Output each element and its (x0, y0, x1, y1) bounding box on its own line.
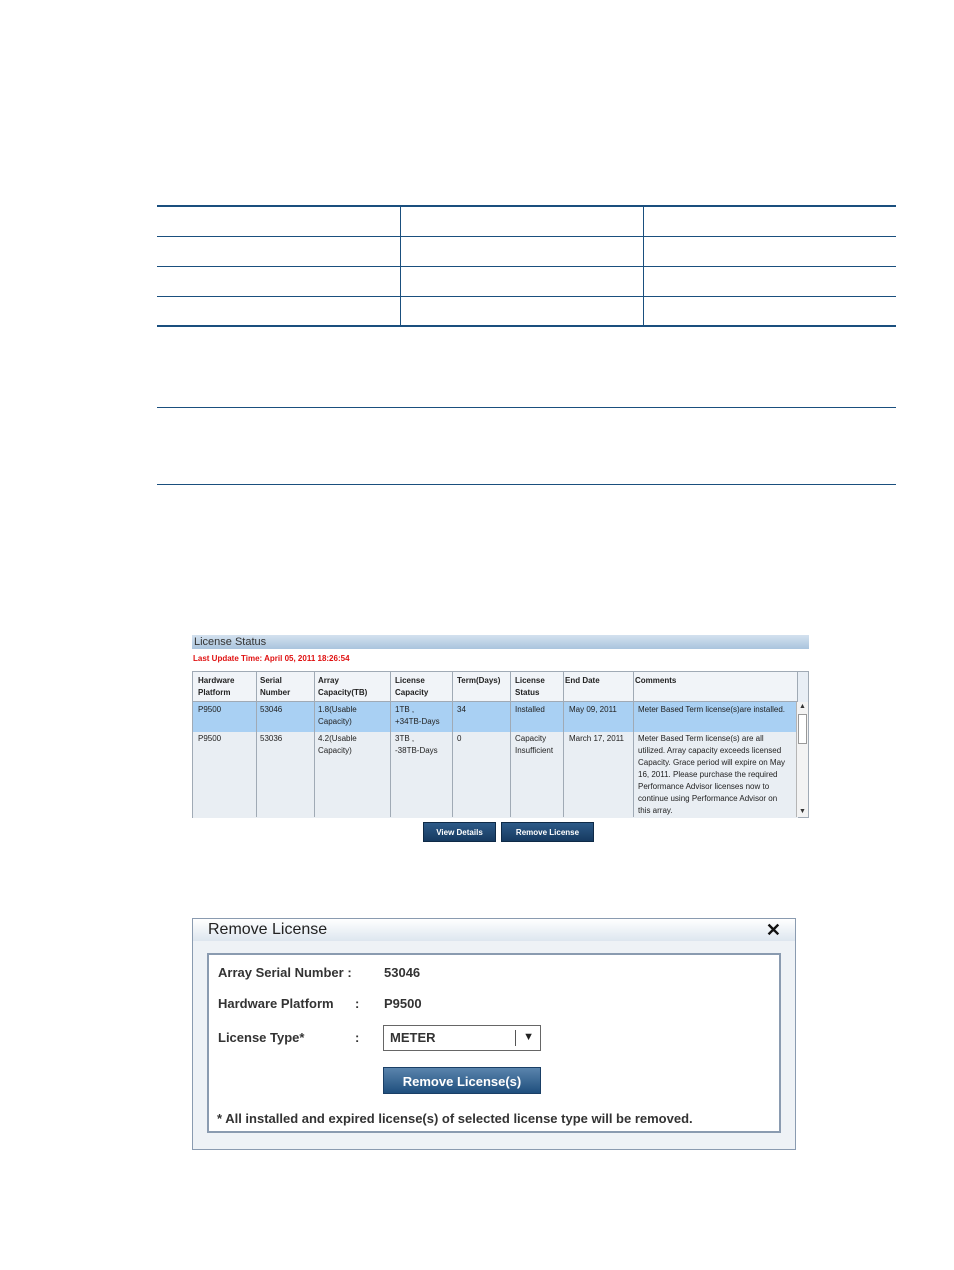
serial-label: Array Serial Number : (218, 965, 352, 980)
license-type-select[interactable] (383, 1025, 541, 1051)
scroll-down-icon[interactable]: ▼ (799, 808, 806, 815)
table-row (157, 207, 896, 237)
serial-value: 53046 (384, 965, 421, 980)
license-status-panel (192, 635, 809, 845)
header-comments[interactable]: Comments (635, 676, 677, 685)
cell-status: Capacity Insufficient (515, 734, 554, 755)
document-table (157, 205, 896, 327)
column-divider (563, 672, 564, 817)
note-bottom-rule (157, 484, 896, 485)
note-top-rule (157, 407, 896, 408)
header-hardware-platform[interactable]: Hardware Platform (198, 676, 235, 697)
cell-end-date: March 17, 2011 (569, 734, 624, 743)
platform-colon: : (355, 996, 360, 1011)
header-license-status[interactable]: License Status (515, 676, 545, 697)
table-row (157, 237, 896, 267)
remove-license-dialog (192, 918, 796, 1150)
table-row (157, 297, 896, 327)
cell-comments: Meter Based Term license(s)are installed. (638, 705, 786, 714)
cell-term: 34 (457, 705, 466, 714)
cell-platform: P9500 (198, 734, 222, 743)
platform-label: Hardware Platform (218, 996, 334, 1011)
cell-array-capacity: 4.2(Usable Capacity) (318, 734, 357, 755)
header-array-capacity[interactable]: Array Capacity(TB) (318, 676, 368, 697)
header-end-date[interactable]: End Date (565, 676, 600, 685)
column-divider (643, 207, 644, 325)
scroll-thumb[interactable] (798, 714, 807, 744)
column-divider (314, 672, 315, 817)
header-term-days[interactable]: Term(Days) (457, 676, 501, 685)
view-details-button[interactable]: View Details (423, 822, 496, 842)
license-type-label: License Type* (218, 1030, 305, 1045)
header-serial-number[interactable]: Serial Number (260, 676, 291, 697)
column-divider (390, 672, 391, 817)
select-separator (515, 1030, 516, 1046)
license-type-value: METER (390, 1030, 436, 1045)
license-grid (192, 671, 809, 818)
cell-serial: 53046 (260, 705, 283, 714)
column-divider (452, 672, 453, 817)
cell-license-capacity: 3TB , -38TB-Days (395, 734, 438, 755)
column-divider (633, 672, 634, 817)
grid-scrollbar[interactable] (796, 702, 808, 817)
dialog-body (207, 953, 781, 1133)
scroll-up-icon[interactable]: ▲ (799, 703, 806, 710)
table-row (157, 267, 896, 297)
dialog-title: Remove License (193, 919, 795, 941)
cell-end-date: May 09, 2011 (569, 705, 617, 714)
header-license-capacity[interactable]: License Capacity (395, 676, 429, 697)
platform-value: P9500 (384, 996, 422, 1011)
remove-licenses-button[interactable]: Remove License(s) (383, 1067, 541, 1094)
cell-comments: Meter Based Term license(s) are all utilized. Array capacity exceeds licensed Capacity. Grace period will expire on May 16, 2011. Please purchase the required Performance Advisor licenses now to continue using Performance Advisor on this array. (638, 734, 786, 815)
cell-license-capacity: 1TB , +34TB-Days (395, 705, 440, 726)
last-update-time: Last Update Time: April 05, 2011 18:26:54 (193, 654, 350, 663)
cell-term: 0 (457, 734, 462, 743)
footnote: * All installed and expired license(s) of selected license type will be removed. (217, 1111, 693, 1126)
cell-platform: P9500 (198, 705, 222, 714)
remove-license-button[interactable]: Remove License (501, 822, 594, 842)
column-divider (256, 672, 257, 817)
column-divider (400, 207, 401, 325)
column-divider (510, 672, 511, 817)
license-status-title: License Status (192, 635, 809, 649)
cell-status: Installed (515, 705, 545, 714)
close-icon[interactable]: ✕ (765, 920, 781, 940)
license-type-colon: : (355, 1030, 360, 1045)
cell-serial: 53036 (260, 734, 283, 743)
chevron-down-icon[interactable]: ▼ (523, 1031, 534, 1043)
cell-array-capacity: 1.8(Usable Capacity) (318, 705, 357, 726)
